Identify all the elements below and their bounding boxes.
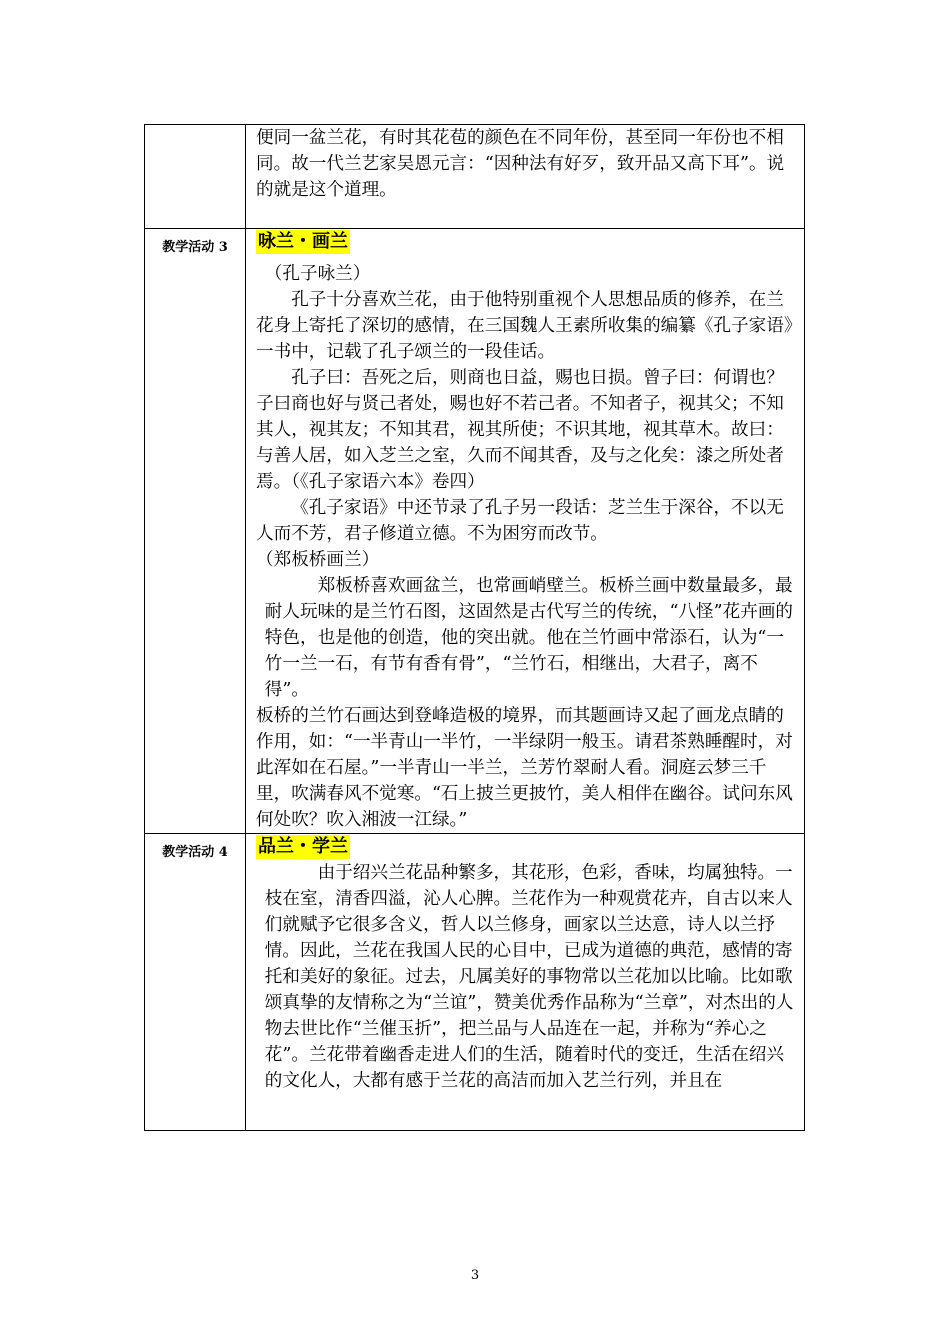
- subheading: （郑板桥画兰）: [256, 550, 380, 570]
- table-row: [145, 125, 805, 229]
- paragraph: 孔子十分喜欢兰花，由于他特别重视个人思想品质的修养，在兰花身上寄托了深切的感情，在三国魏人王素所收集的编纂《孔子家语》一书中，记载了孔子颂兰的一段佳话。: [256, 290, 793, 362]
- section-heading: 品兰・学兰: [258, 836, 348, 857]
- activity-label-cell: [145, 125, 246, 229]
- activity-content-cell: [246, 834, 805, 1131]
- paragraph: 板桥的兰竹石画达到登峰造极的境界，而其题画诗又起了画龙点睛的作用，如：“一半青山一半竹，一半绿阴一般玉。请君茶熟睡醒时，对此浑如在石屋。”一半青山一半兰，兰芳竹翠耐人看。洞庭云梦三千里，吹满春风不觉寒。“石上披兰更披竹，美人相伴在幽谷。试问东风何处吹？吹入湘波一江绿。”: [256, 706, 793, 830]
- lesson-table: [144, 124, 805, 1131]
- activity-label-cell: 教学活动 3: [145, 229, 246, 834]
- activity-content-cell: [246, 229, 805, 834]
- section-heading: 咏兰・画兰: [258, 231, 348, 252]
- paragraph: 郑板桥喜欢画盆兰，也常画峭壁兰。板桥兰画中数量最多，最耐人玩味的是兰竹石图，这固然是古代写兰的传统，“八怪”花卉画的特色，也是他的创造，他的突出就。他在兰竹画中常添石，认为“一竹一兰一石，有节有香有骨”，“兰竹石，相继出，大君子，离不得”。: [264, 576, 794, 700]
- activity-label-cell: 教学活动 4: [145, 834, 246, 1131]
- paragraph: 便同一盆兰花，有时其花苞的颜色在不同年份，甚至同一年份也不相同。故一代兰艺家吴恩元言：“因种法有好歹，致开品又高下耳”。说的就是这个道理。: [256, 128, 785, 200]
- table-row: [145, 834, 805, 1131]
- activity-content-cell: [246, 125, 805, 229]
- paragraph: 孔子曰：吾死之后，则商也日益，赐也日损。曾子曰：何谓也？子曰商也好与贤己者处，赐也好不若己者。不知者子，视其父；不知其人，视其友；不知其君，视其所使；不识其地，视其草木。故曰：与善人居，如入芝兰之室，久而不闻其香，及与之化矣：漆之所处者焉。（《孔子家语六本》卷四）: [256, 368, 784, 492]
- page-number: 3: [470, 1268, 480, 1283]
- subheading: （孔子咏兰）: [264, 264, 371, 284]
- table-row: [145, 229, 805, 834]
- paragraph: 《孔子家语》中还节录了孔子另一段话：芝兰生于深谷，不以无人而不芳，君子修道立德。不为困穷而改节。: [256, 498, 784, 544]
- paragraph: 由于绍兴兰花品种繁多，其花形，色彩，香味，均属独特。一枝在室，清香四溢，沁人心脾。兰花作为一种观赏花卉，自古以来人们就赋予它很多含义，哲人以兰修身，画家以兰达意，诗人以兰抒情。因此，兰花在我国人民的心目中，已成为道德的典范，感情的寄托和美好的象征。过去，凡属美好的事物常以兰花加以比喻。比如歌颂真挚的友情称之为“兰谊”，赞美优秀作品称为“兰章”，对杰出的人物去世比作“兰催玉折”，把兰品与人品连在一起，并称为“养心之花”。兰花带着幽香走进人们的生活，随着时代的变迁，生活在绍兴的文化人，大都有感于兰花的高洁而加入艺兰行列，并且在: [264, 863, 794, 1091]
